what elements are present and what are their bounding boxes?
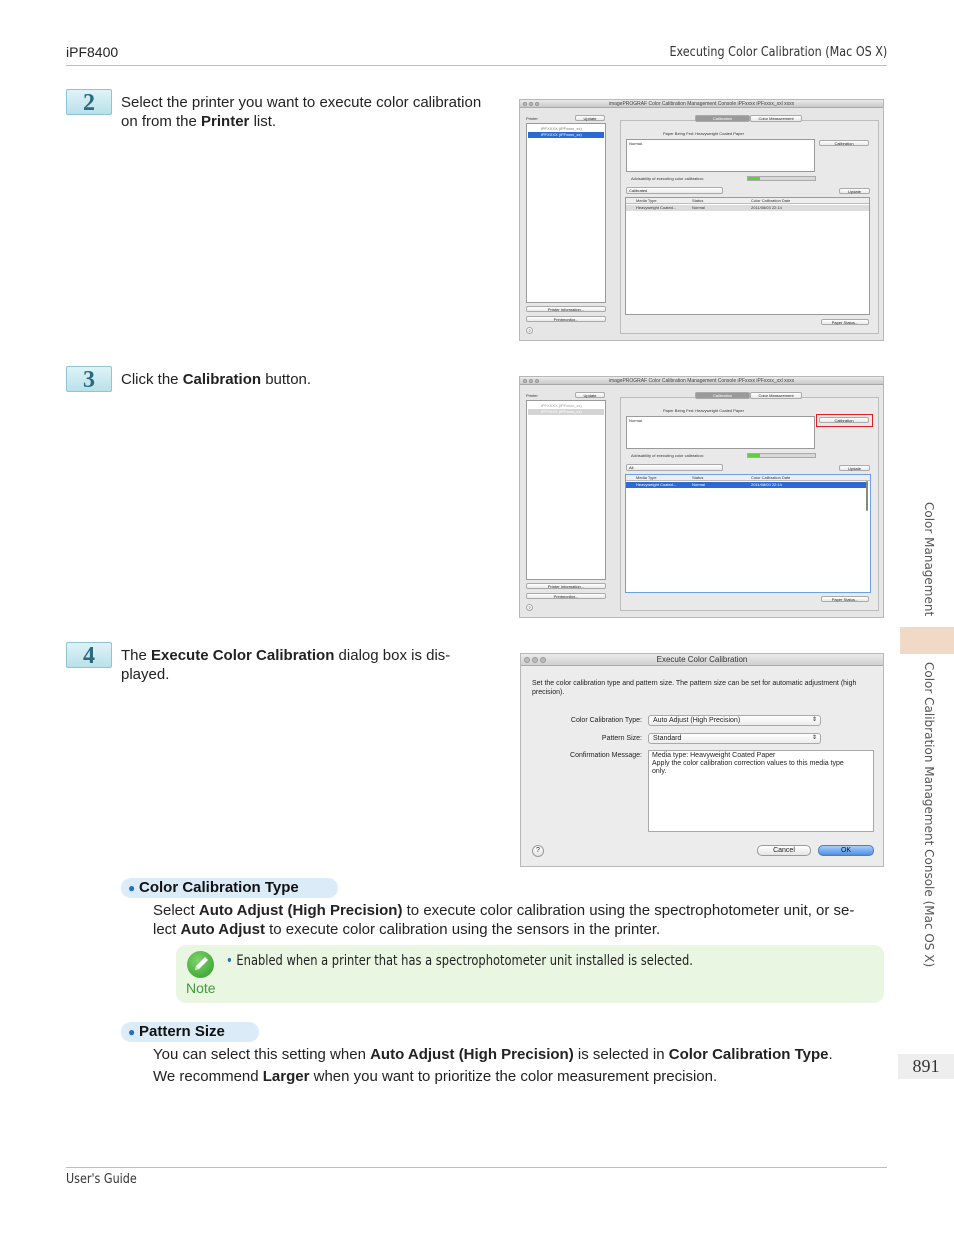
pattern-size-description-line2: We recommend Larger when you want to prioritize the color measurement precision. bbox=[153, 1068, 718, 1085]
printmonitor-button[interactable]: Printmonitor... bbox=[526, 316, 606, 322]
bullet-heading-calibration-type: ● Color Calibration Type bbox=[121, 878, 338, 898]
help-button[interactable]: ? bbox=[532, 845, 544, 857]
side-tab-console[interactable]: Color Calibration Management Console (Mac OS X) bbox=[922, 662, 936, 968]
calibration-type-description-line2: lect Auto Adjust to execute color calibration using the sensors in the printer. bbox=[153, 921, 661, 938]
note-text: • Enabled when a printer that has a spectrophotometer unit installed is selected. bbox=[226, 953, 693, 969]
advisability-label: Advisability of executing color calibration: bbox=[631, 176, 704, 181]
bullet-icon: ● bbox=[128, 1025, 136, 1039]
step-3-text: Click the Calibration button. bbox=[121, 371, 312, 388]
advisability-label: Advisability of executing color calibration: bbox=[631, 453, 704, 458]
printer-update-button[interactable]: Update bbox=[575, 115, 605, 121]
printer-information-button[interactable]: Printer Information... bbox=[526, 583, 606, 589]
step-number-badge: 3 bbox=[66, 366, 112, 392]
calibration-type-select[interactable]: Auto Adjust (High Precision) ⇕ bbox=[648, 715, 821, 726]
table-header: Media Type Status Color Calibration Date bbox=[626, 198, 869, 204]
advisability-meter bbox=[747, 453, 816, 458]
tab-color-measurement[interactable]: Color Measurement bbox=[750, 115, 802, 122]
step-number-badge: 2 bbox=[66, 89, 112, 115]
calibration-button[interactable]: Calibration bbox=[819, 417, 869, 423]
calibration-type-label: Color Calibration Type: bbox=[570, 717, 642, 724]
printer-item-selected[interactable]: iPFXXXX (iPFxxxx_xx) bbox=[528, 409, 604, 415]
status-message-box: Normal. bbox=[626, 416, 815, 449]
printer-list[interactable] bbox=[526, 123, 606, 303]
execute-calibration-dialog bbox=[520, 653, 884, 867]
printer-item-selected[interactable]: iPFXXXX (iPFxxxx_xx) bbox=[528, 132, 604, 138]
cancel-button[interactable]: Cancel bbox=[757, 845, 811, 856]
printmonitor-button[interactable]: Printmonitor... bbox=[526, 593, 606, 599]
footer-guide: User's Guide bbox=[66, 1172, 137, 1187]
stepper-icon: ⇕ bbox=[811, 735, 817, 741]
pattern-size-select[interactable]: Standard ⇕ bbox=[648, 733, 821, 744]
printer-item[interactable]: iPFXXXX (iPFxxxx_xx) bbox=[541, 126, 582, 131]
confirmation-message-box[interactable]: Media type: Heavyweight Coated Paper Apply the color calibration correction values to this media type only. bbox=[648, 750, 874, 832]
side-tab-marker bbox=[900, 627, 954, 654]
filter-select[interactable]: All bbox=[626, 464, 723, 471]
footer-divider bbox=[66, 1167, 887, 1168]
help-button[interactable]: ? bbox=[526, 604, 533, 611]
dialog-intro: Set the color calibration type and pattern size. The pattern size can be set for automatic adjustment (high precision). bbox=[532, 680, 857, 696]
printer-item[interactable]: iPFXXXX (iPFxxxx_xx) bbox=[541, 403, 582, 408]
printer-update-button[interactable]: Update bbox=[575, 392, 605, 398]
stepper-icon: ⇕ bbox=[811, 717, 817, 723]
confirmation-message-label: Confirmation Message: bbox=[570, 752, 642, 759]
console-screenshot-1 bbox=[519, 99, 884, 341]
step-number-badge: 4 bbox=[66, 642, 112, 668]
calibration-highlight bbox=[816, 414, 873, 427]
tab-color-measurement[interactable]: Color Measurement bbox=[750, 392, 802, 399]
dialog-title: Execute Color Calibration bbox=[656, 655, 748, 664]
bullet-icon: ● bbox=[128, 881, 136, 895]
printer-information-button[interactable]: Printer Information... bbox=[526, 306, 606, 312]
help-button[interactable]: ? bbox=[526, 327, 533, 334]
step-4-text: The Execute Color Calibration dialog box is dis-played. bbox=[121, 647, 451, 683]
calibration-button[interactable]: Calibration bbox=[819, 140, 869, 146]
bullet-heading-pattern-size: ● Pattern Size bbox=[121, 1022, 259, 1042]
printer-label: Printer bbox=[526, 393, 538, 398]
tab-calibration[interactable]: Calibration bbox=[695, 115, 750, 122]
console-screenshot-2 bbox=[519, 376, 884, 618]
printer-list[interactable] bbox=[526, 400, 606, 580]
console-title: imagePROGRAF Color Calibration Management Console iPFxxxx iPFxxxx_xxl xxxx bbox=[608, 101, 795, 107]
media-table[interactable] bbox=[625, 474, 871, 593]
table-scrollbar[interactable] bbox=[866, 481, 868, 511]
status-message-box: Normal. bbox=[626, 139, 815, 172]
list-update-button[interactable]: Update bbox=[839, 465, 870, 471]
header-model: iPF8400 bbox=[66, 44, 119, 60]
advisability-meter bbox=[747, 176, 816, 181]
console-title: imagePROGRAF Color Calibration Management Console iPFxxxx iPFxxxx_xxl xxxx bbox=[608, 378, 795, 384]
paper-being-fed: Paper Being Fed: Heavyweight Coated Paper bbox=[663, 408, 744, 413]
pattern-size-label: Pattern Size: bbox=[601, 735, 642, 742]
tab-calibration[interactable]: Calibration bbox=[695, 392, 750, 399]
paper-status-button[interactable]: Paper Status... bbox=[821, 319, 869, 325]
header-section-title: Executing Color Calibration (Mac OS X) bbox=[669, 45, 887, 60]
media-table[interactable] bbox=[625, 197, 870, 315]
pattern-size-description-line1: You can select this setting when Auto Adjust (High Precision) is selected in Color Calibration Type. bbox=[153, 1046, 833, 1063]
table-header: Media Type Status Color Calibration Date bbox=[626, 475, 870, 481]
page-number: 891 bbox=[898, 1054, 954, 1079]
note-pencil-icon bbox=[187, 951, 214, 978]
paper-being-fed: Paper Being Fed: Heavyweight Coated Paper bbox=[663, 131, 744, 136]
table-row[interactable]: Heavyweight Coated... Normal 2011/08/03 22:14 bbox=[626, 205, 869, 211]
list-update-button[interactable]: Update bbox=[839, 188, 870, 194]
ok-button[interactable]: OK bbox=[818, 845, 874, 856]
note-label: Note bbox=[186, 980, 216, 996]
calibration-type-description-line1: Select Auto Adjust (High Precision) to execute color calibration using the spectrophotometer unit, or se- bbox=[153, 902, 855, 919]
side-tab-color-management[interactable]: Color Management bbox=[922, 502, 936, 617]
filter-select[interactable]: Calibrated bbox=[626, 187, 723, 194]
step-2-text: Select the printer you want to execute color calibration on from the Printer list. bbox=[121, 94, 482, 130]
table-row[interactable]: Heavyweight Coated... Normal 2011/08/03 22:14 bbox=[626, 482, 866, 488]
bullet-icon: • bbox=[226, 953, 237, 969]
printer-label: Printer bbox=[526, 116, 538, 121]
paper-status-button[interactable]: Paper Status... bbox=[821, 596, 869, 602]
header-divider bbox=[66, 65, 887, 66]
